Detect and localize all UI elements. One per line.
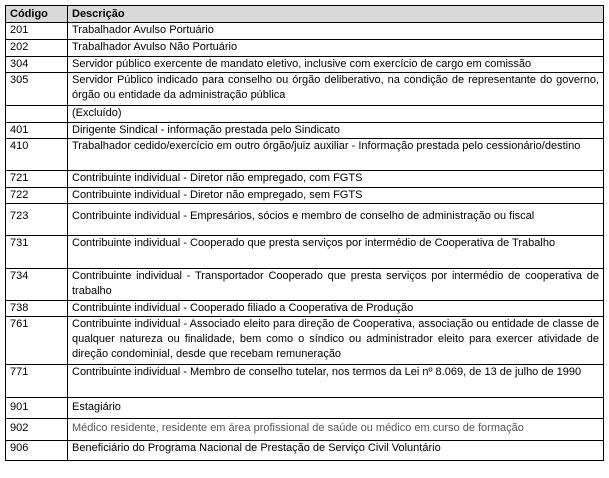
table-row [6,23,604,40]
table-row [6,269,604,301]
header-description: Descrição [68,6,604,23]
row-description: Médico residente, residente em área profissional de saúde ou médico em curso de formação [68,419,604,441]
row-code: 731 [6,236,68,269]
row-code: 906 [6,441,68,461]
row-description: Contribuinte individual - Transportador Cooperado que presta serviços por intermédio de cooperativa de trabalho [68,269,604,301]
row-description: Contribuinte individual - Diretor não empregado, sem FGTS [68,188,604,204]
row-code: 761 [6,317,68,365]
table-row [6,365,604,398]
row-description: Beneficiário do Programa Nacional de Prestação de Serviço Civil Voluntário [68,441,604,461]
codes-table-container [5,5,603,461]
row-code: 771 [6,365,68,398]
row-description: Dirigente Sindical - informação prestada pelo Sindicato [68,123,604,139]
row-description: Contribuinte individual - Empresários, sócios e membro de conselho de administração ou fiscal [68,204,604,236]
row-description: Trabalhador Avulso Não Portuário [68,40,604,57]
table-row [6,317,604,365]
row-code: 734 [6,269,68,301]
table-row [6,301,604,317]
table-row [6,57,604,73]
row-description: (Excluído) [68,106,604,123]
row-description: Servidor público exercente de mandato eletivo, inclusive com exercício de cargo em comissão [68,57,604,73]
row-code: 721 [6,171,68,188]
row-description: Contribuinte individual - Membro de conselho tutelar, nos termos da Lei nº 8.069, de 13 de julho de 1990 [68,365,604,398]
row-description: Trabalhador cedido/exercício em outro órgão/juiz auxiliar - Informação prestada pelo cessionário/destino [68,139,604,171]
row-code [6,106,68,123]
table-header-row [6,6,604,23]
row-code: 738 [6,301,68,317]
row-code: 201 [6,23,68,40]
table-row [6,40,604,57]
table-row [6,236,604,269]
row-code: 410 [6,139,68,171]
table-row [6,441,604,461]
row-code: 304 [6,57,68,73]
table-row [6,106,604,123]
table-row [6,398,604,419]
codes-table [5,5,604,461]
row-code: 901 [6,398,68,419]
row-description: Contribuinte individual - Associado eleito para direção de Cooperativa, associação ou entidade de classe de qualquer natureza ou finalidade, bem como o síndico ou administrador eleito para exercer atividade de direção condominial, desde que recebam remuneração [68,317,604,365]
row-description: Estagiário [68,398,604,419]
row-code: 202 [6,40,68,57]
table-row [6,123,604,139]
table-row [6,188,604,204]
table-row [6,73,604,106]
row-code: 902 [6,419,68,441]
row-description: Contribuinte individual - Diretor não empregado, com FGTS [68,171,604,188]
table-row [6,419,604,441]
header-code: Código [6,6,68,23]
row-description: Trabalhador Avulso Portuário [68,23,604,40]
table-row [6,204,604,236]
row-code: 305 [6,73,68,106]
table-row [6,171,604,188]
row-code: 723 [6,204,68,236]
row-description: Contribuinte individual - Cooperado filiado a Cooperativa de Produção [68,301,604,317]
row-code: 722 [6,188,68,204]
row-description: Contribuinte individual - Cooperado que presta serviços por intermédio de Cooperativa de Trabalho [68,236,604,269]
row-description: Servidor Público indicado para conselho ou órgão deliberativo, na condição de representante do governo, órgão ou entidade da administração pública [68,73,604,106]
table-row [6,139,604,171]
row-code: 401 [6,123,68,139]
